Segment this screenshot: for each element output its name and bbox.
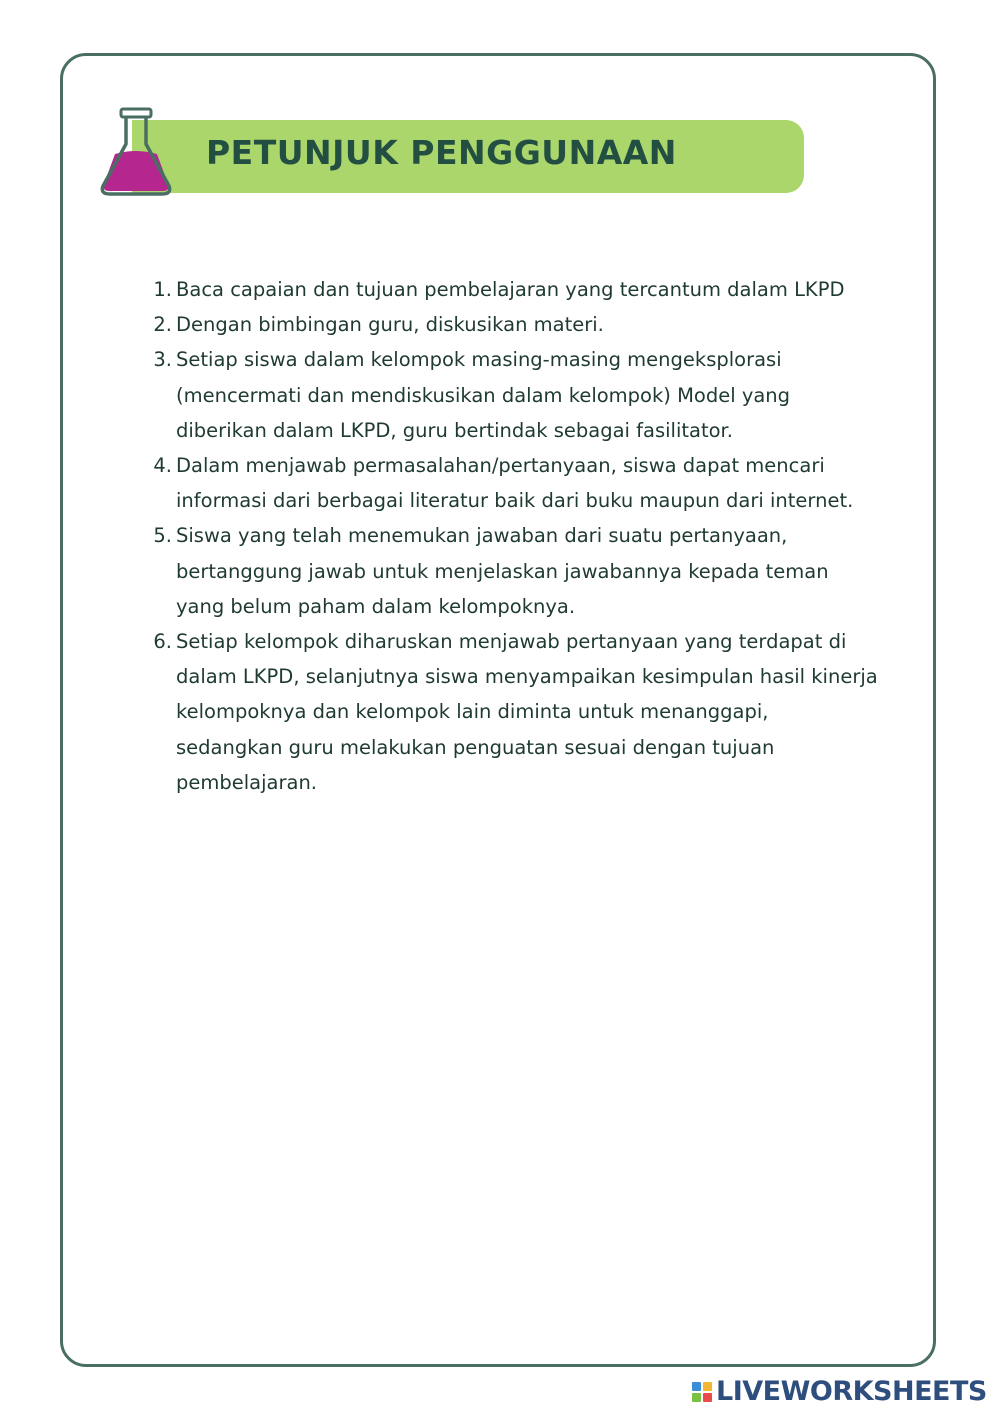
list-item <box>148 518 878 624</box>
list-item <box>148 272 878 307</box>
list-item-number: 6. <box>153 630 172 654</box>
list-item-text: Dengan bimbingan guru, diskusikan materi. <box>176 313 604 337</box>
page-title: PETUNJUK PENGGUNAAN <box>206 133 677 172</box>
list-item-number: 4. <box>153 454 172 478</box>
logo-text: LIVEWORKSHEETS <box>716 1376 987 1407</box>
list-item-number: 5. <box>153 524 172 548</box>
list-item-number: 3. <box>153 348 172 372</box>
list-item-text: Dalam menjawab permasalahan/pertanyaan, siswa dapat mencari informasi dari berbagai literatur baik dari buku maupun dari internet. <box>176 454 854 513</box>
instruction-list <box>148 272 878 800</box>
list-item <box>148 448 878 518</box>
list-item <box>148 342 878 448</box>
list-item-number: 1. <box>153 278 172 301</box>
list-item-text: Setiap siswa dalam kelompok masing-masing mengeksplorasi (mencermati dan mendiskusikan dalam kelompok) Model yang diberikan dalam LKPD, guru bertindak sebagai fasilitator. <box>176 348 791 442</box>
list-item <box>148 624 878 800</box>
list-item-number: 2. <box>153 313 172 337</box>
list-item-text: Siswa yang telah menemukan jawaban dari suatu pertanyaan, bertanggung jawab untuk menjelaskan jawabannya kepada teman yang belum paham dalam kelompoknya. <box>176 524 829 618</box>
flask-icon <box>96 104 176 198</box>
list-item <box>148 307 878 342</box>
logo-blocks-icon <box>692 1382 712 1402</box>
list-item-text: Baca capaian dan tujuan pembelajaran yang tercantum dalam LKPD <box>176 278 845 301</box>
liveworksheets-logo[interactable] <box>692 1376 987 1408</box>
list-item-text: Setiap kelompok diharuskan menjawab pertanyaan yang terdapat di dalam LKPD, selanjutnya siswa menyampaikan kesimpulan hasil kinerja kelompoknya dan kelompok lain diminta untuk menanggapi, sedangkan guru melakukan penguatan sesuai dengan tujuan pembelajaran. <box>176 630 878 794</box>
